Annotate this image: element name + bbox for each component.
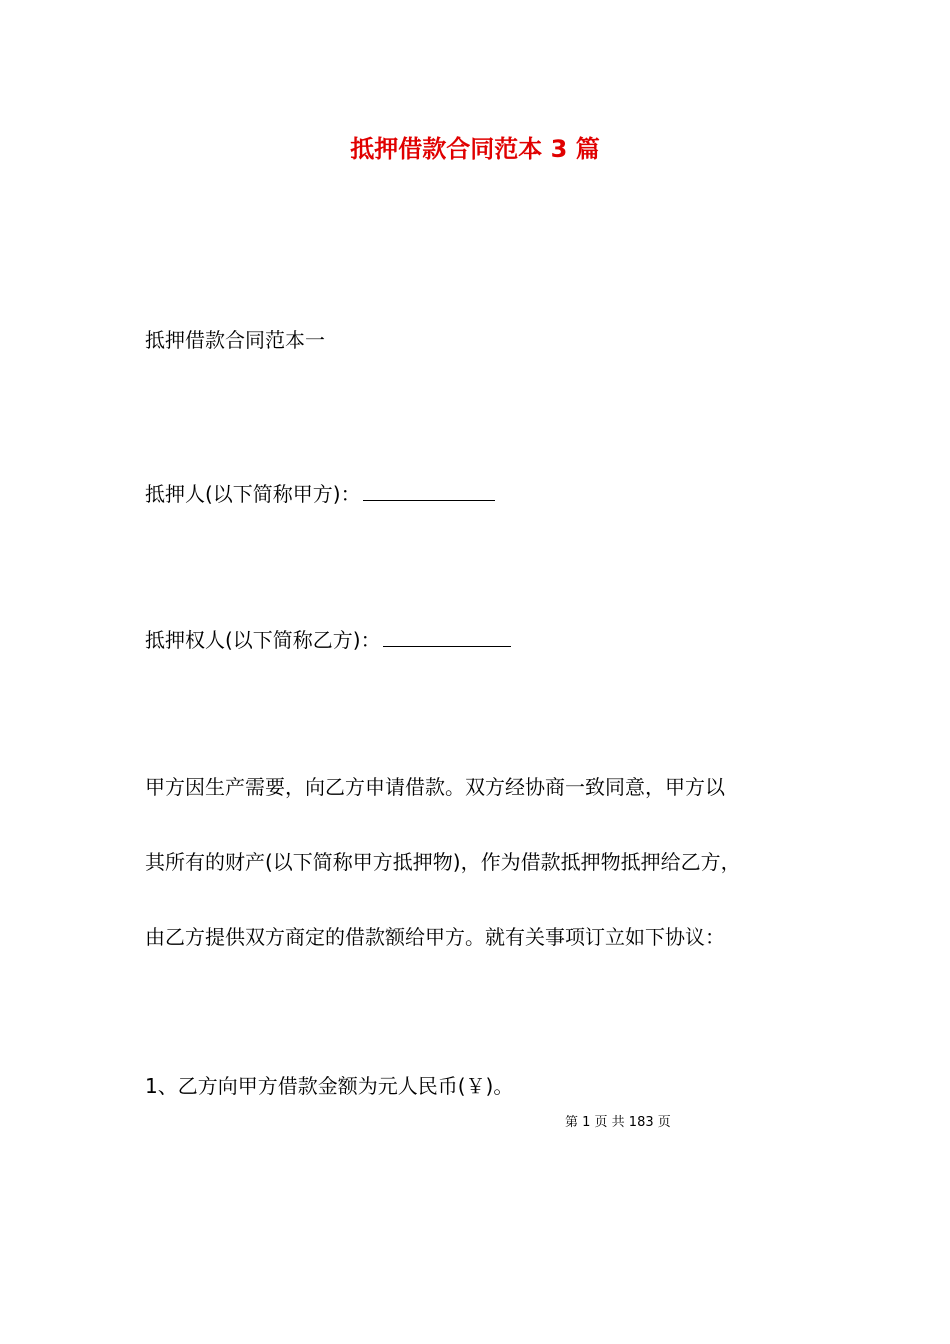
document-title: 抵押借款合同范本 3 篇 [350, 135, 600, 163]
page-number: 第 1 页 共 183 页 [565, 1115, 671, 1130]
section-heading: 抵押借款合同范本一 [145, 328, 325, 352]
mortgagor-line [145, 478, 495, 509]
intro-line-3: 由乙方提供双方商定的借款额给甲方。就有关事项订立如下协议： [145, 925, 725, 949]
clause-1: 1、乙方向甲方借款金额为元人民币(￥)。 [145, 1074, 514, 1098]
intro-line-1: 甲方因生产需要，向乙方申请借款。双方经协商一致同意，甲方以 [145, 775, 725, 799]
mortgagee-label: 抵押权人(以下简称乙方)： [145, 628, 381, 652]
mortgagee-blank [383, 624, 511, 647]
mortgagor-blank [363, 478, 495, 501]
intro-line-2: 其所有的财产(以下简称甲方抵押物)，作为借款抵押物抵押给乙方， [145, 850, 741, 874]
mortgagor-label: 抵押人(以下简称甲方)： [145, 482, 361, 506]
mortgagee-line [145, 624, 511, 655]
